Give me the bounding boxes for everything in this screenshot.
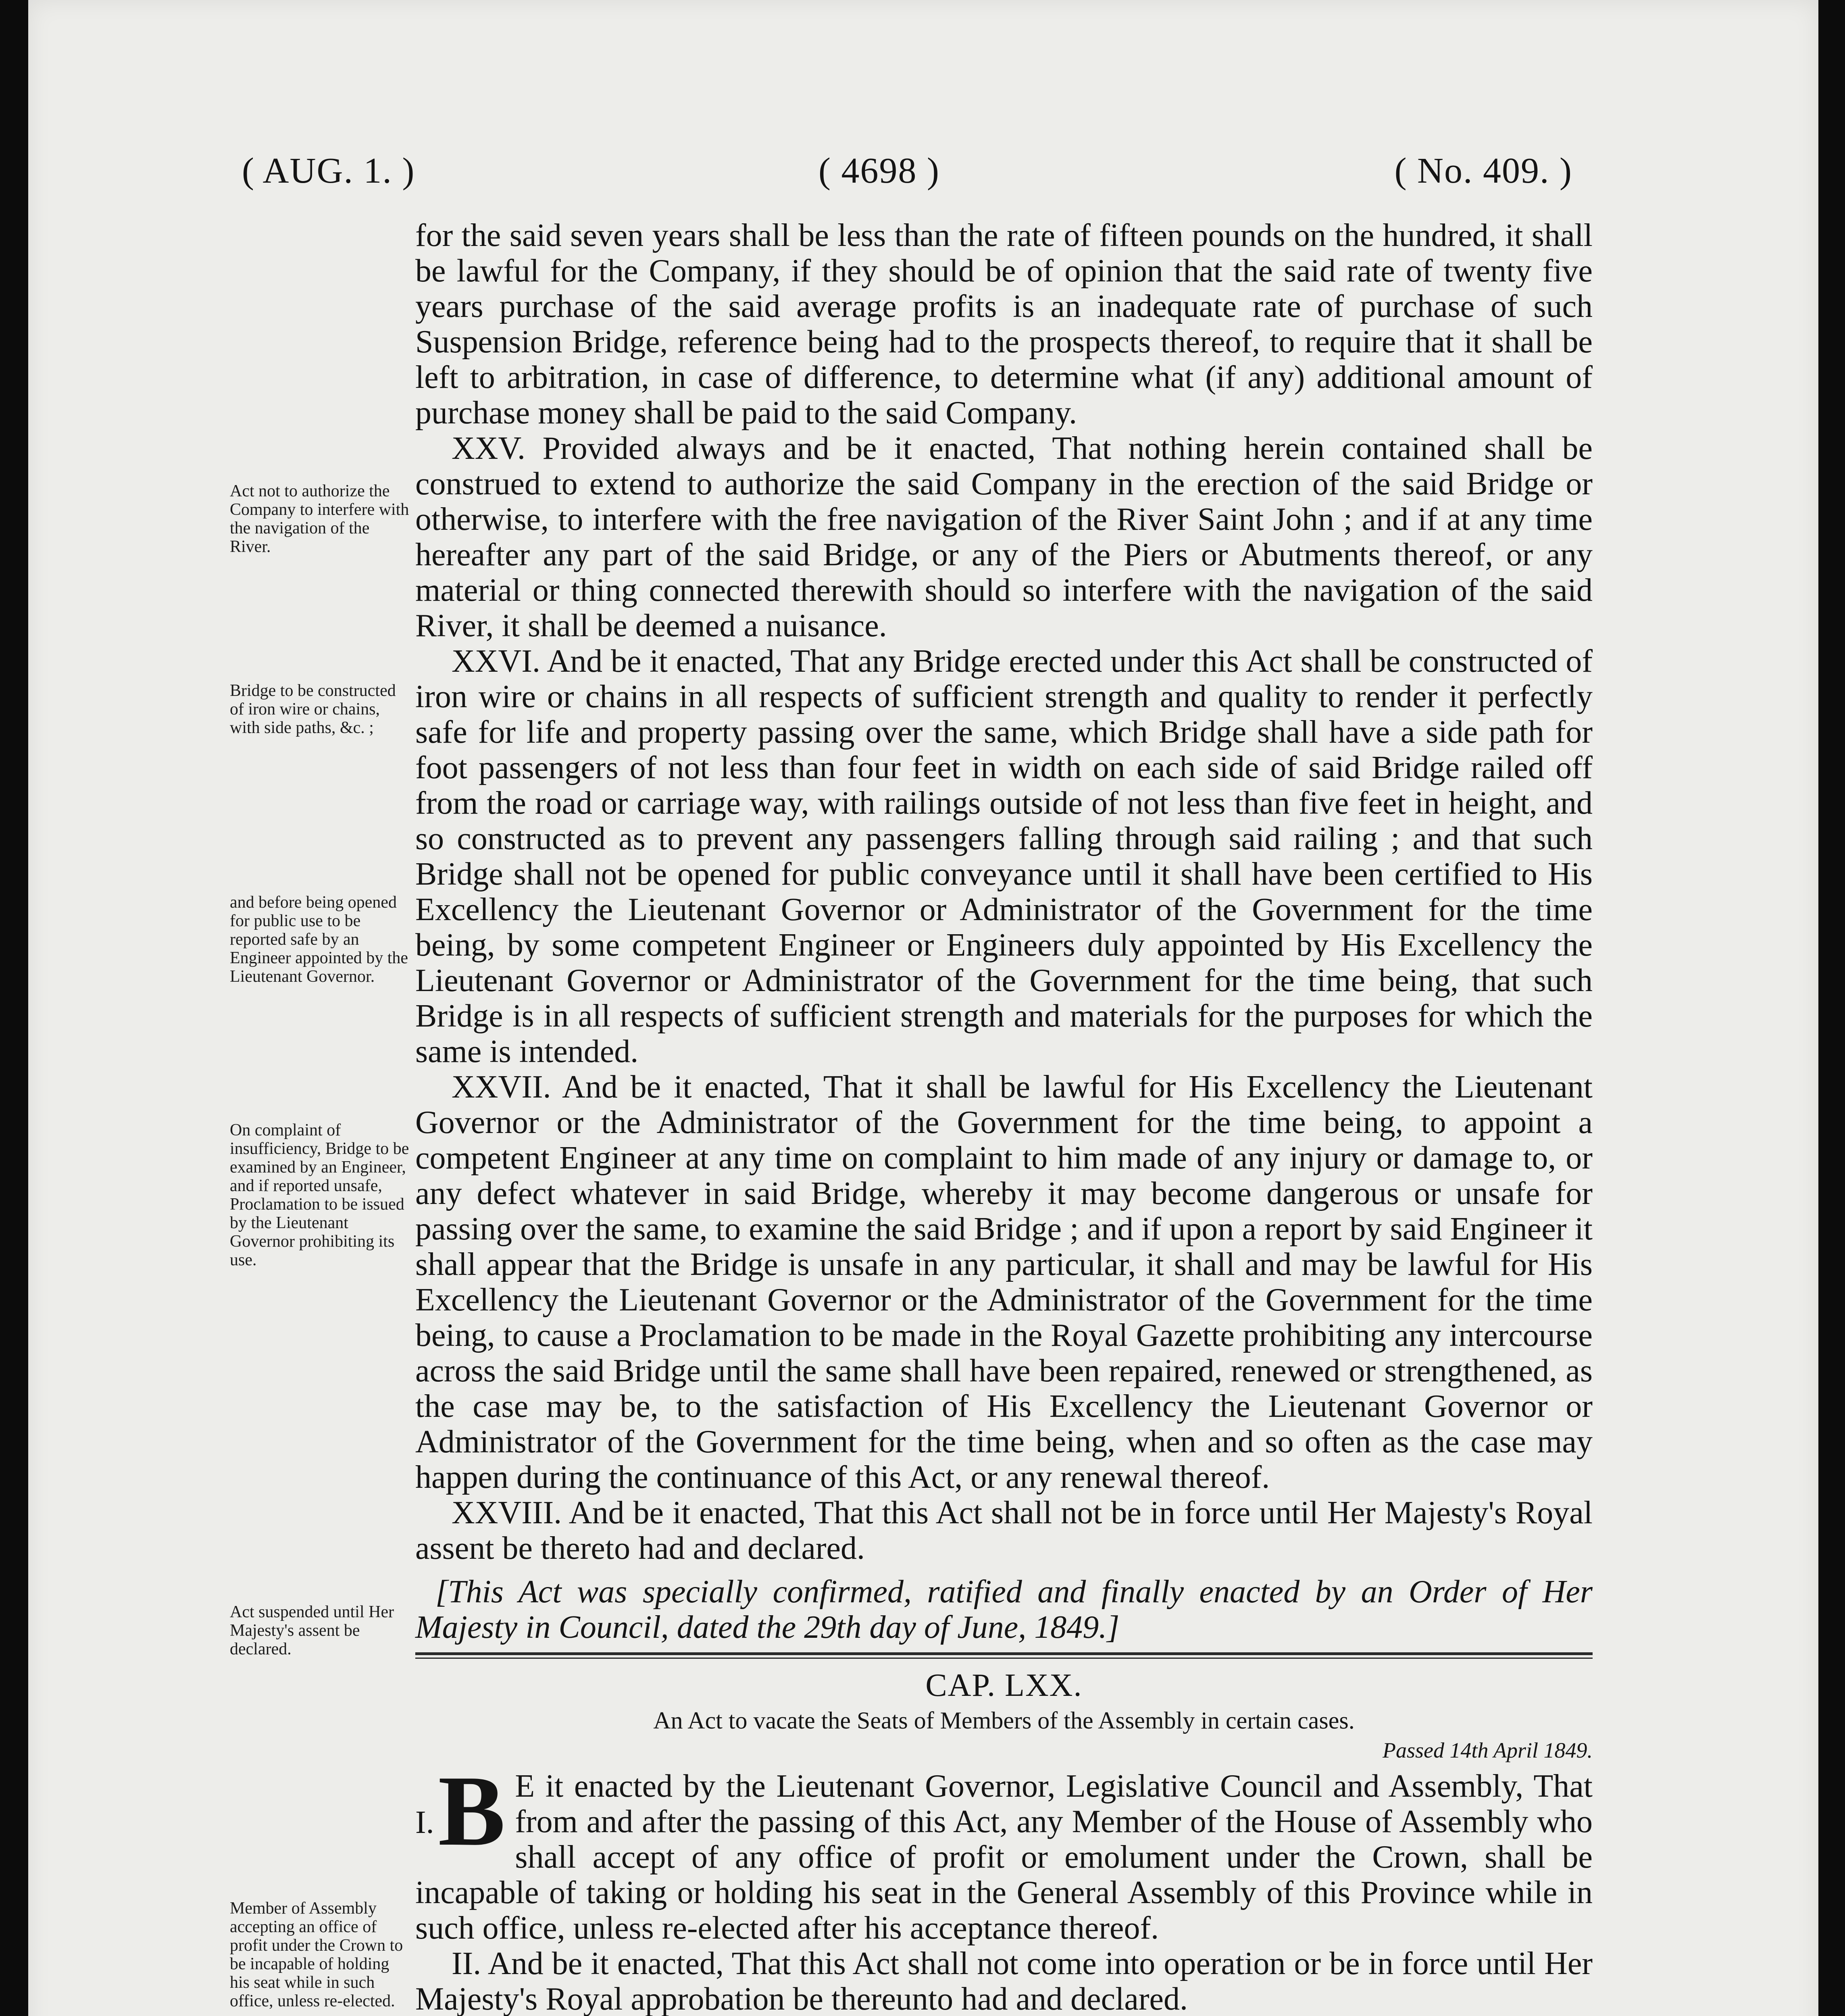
passed-date: Passed 14th April 1849. [1382,1738,1593,1762]
drop-cap: B [438,1755,506,1867]
margin-note: Member of Assembly accepting an office of profit under the Crown to be incapable of holding his seat while in such office, unless re-elected. [230,1899,403,2010]
section-xxvii: XXVII. And be it enacted, That it shall be lawful for His Excellency the Lieutenant Governor or the Administrator of the Government for the time being, to appoint a competent Engineer at any time on complaint to him made of any injury or damage to, or any defect whatever in said Bridge, whereby it may become dangerous or unsafe for passing over the same, to examine the said Bridge ; and if upon a report by said Engineer it shall appear that the Bridge is unsafe in any particular, it shall and may be lawful for His Excellency the Lieutenant Governor or the Administrator of the Government for the time being, to cause a Proclamation to be made in the Royal Gazette prohibiting any intercourse across the said Bridge until the same shall have been repaired, renewed or strengthened, as the case may be, to the satisfaction of His Excellency the Lieutenant Governor or Administrator of the Government for the time being, when and so often as the case may happen during the continuance of this Act, or any renewal thereof. [415,1069,1593,1495]
chapter-heading: CAP. LXX. [925,1668,1083,1703]
header-date: ( AUG. 1. ) [242,151,415,191]
divider [415,1652,1593,1655]
margin-note: On complaint of insufficiency, Bridge to be examined by an Engineer, and if reported unsafe, Proclamation to be issued by the Lieutenant Governor prohibiting its use. [230,1121,409,1269]
header-page-number: ( 4698 ) [818,151,940,191]
margin-note: Act suspended until Her Majesty's assent be declared. [230,1603,394,1658]
section-lxx-i [415,1755,1593,1946]
act-title: An Act to vacate the Seats of Members of the Assembly in certain cases. [653,1707,1355,1734]
divider [415,1658,1593,1659]
paragraph-continuation: for the said seven years shall be less than the rate of fifteen pounds on the hundred, it shall be lawful for the Company, if they should be of opinion that the said rate of twenty five years purchase of the said average profits is an inadequate rate of purchase of such Suspension Bridge, reference being had to the prospects thereof, to require that it shall be left to arbitration, in case of difference, to determine what (if any) additional amount of purchase money shall be paid to the said Company. [415,218,1593,431]
section-text: E it enacted by the Lieutenant Governor, Legislative Council and Assembly, That from and after the passing of this Act, any Member of the House of Assembly who shall accept of any office of profit or emolument under the Crown, shall be incapable of taking or holding his seat in the General Assembly of this Province while in such office, unless re-elected after his acceptance thereof. [415,1768,1593,1946]
section-number: I. [415,1805,434,1840]
section-xxviii: XXVIII. And be it enacted, That this Act shall not be in force until Her Majesty's Royal assent be thereto had and declared. [415,1495,1593,1566]
document-body [415,218,1593,2016]
header-act-number: ( No. 409. ) [1394,151,1572,191]
section-lxx-ii: II. And be it enacted, That this Act shall not come into operation or be in force until Her Majesty's Royal approbation be thereunto had and declared. [415,1946,1593,2016]
enactment-note: [This Act was specially confirmed, ratified and finally enacted by an Order of Her Majesty in Council, dated the 29th day of June, 1849.] [415,1574,1593,1645]
section-xxv: XXV. Provided always and be it enacted, That nothing herein contained shall be construed to extend to authorize the said Company in the erection of the said Bridge or otherwise, to interfere with the free navigation of the River Saint John ; and if at any time hereafter any part of the said Bridge, or any of the Piers or Abutments thereof, or any material or thing connected therewith should so interfere with the navigation of the said River, it shall be deemed a nuisance. [415,431,1593,644]
margin-note: and before being opened for public use to be reported safe by an Engineer appointed by the Lieutenant Governor. [230,893,408,986]
page-header [242,150,1572,215]
section-xxvi: XXVI. And be it enacted, That any Bridge erected under this Act shall be constructed of iron wire or chains in all respects of sufficient strength and quality to render it perfectly safe for life and property passing over the same, which Bridge shall have a side path for foot passengers of not less than four feet in width on each side of said Bridge railed off from the road or carriage way, with railings outside of not less than five feet in height, and so constructed as to prevent any passengers falling through said railing ; and that such Bridge shall not be opened for public conveyance until it shall have been certified to His Excellency the Lieutenant Governor or Administrator of the Government for the time being, by some competent Engineer or Engineers duly appointed by His Excellency the Lieutenant Governor or Administrator of the Government for the time being, that such Bridge is in all respects of sufficient strength and materials for the purposes for which the same is intended. [415,644,1593,1069]
margin-note: Act not to authorize the Company to interfere with the navigation of the River. [230,482,409,556]
margin-note: Bridge to be constructed of iron wire or chains, with side paths, &c. ; [230,681,396,737]
